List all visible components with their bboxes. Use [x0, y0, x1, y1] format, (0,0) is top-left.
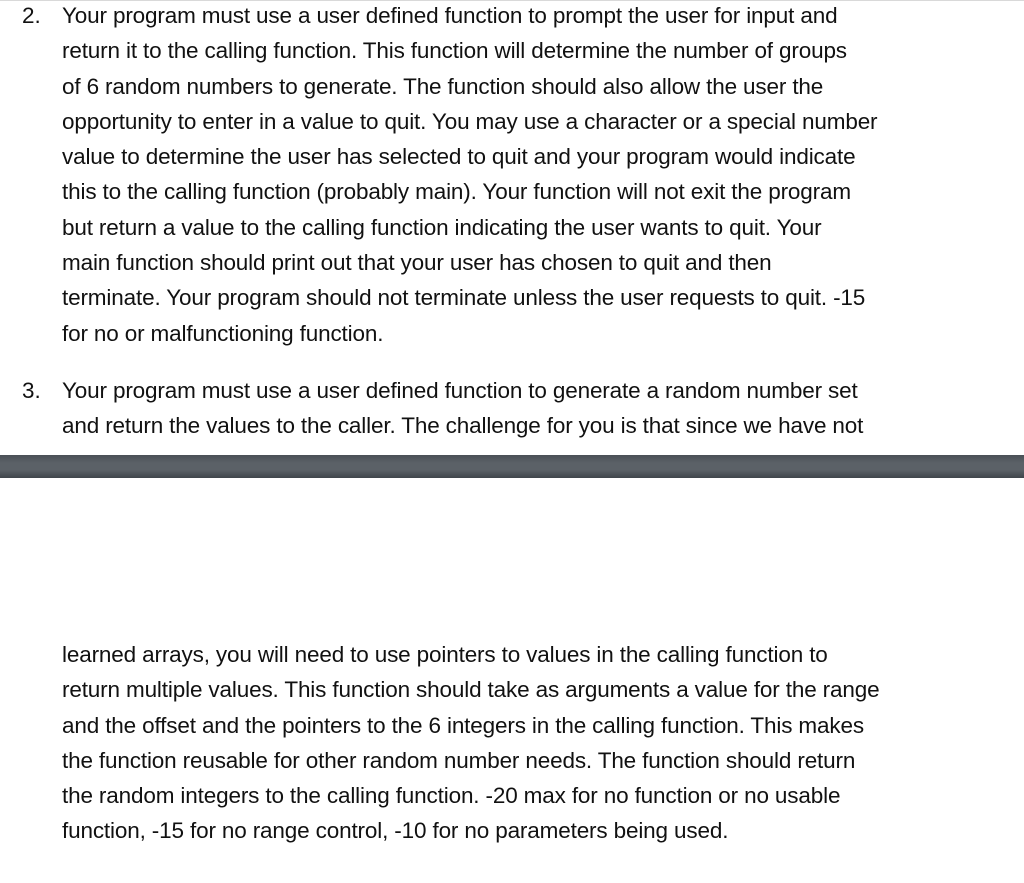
text-line: return it to the calling function. This function will determine the number of groups [62, 38, 847, 64]
list-item-text [62, 0, 992, 351]
text-line: of 6 random numbers to generate. The function should also allow the user the [62, 73, 824, 99]
text-line: terminate. Your program should not terminate unless the user requests to quit. -15 [62, 285, 866, 311]
text-line: Your program must use a user defined function to prompt the user for input and [62, 3, 838, 28]
list-item-number: 3. [22, 378, 41, 403]
page-separator [0, 455, 1024, 478]
text-line: and return the values to the caller. The challenge for you is that since we have not [62, 413, 864, 439]
text-line: Your program must use a user defined function to generate a random number set [62, 378, 858, 403]
text-line: the random integers to the calling function. -20 max for no function or no usable [62, 783, 841, 809]
text-line: value to determine the user has selected to quit and your program would indicate [62, 144, 856, 170]
text-line: for no or malfunctioning function. [62, 320, 384, 346]
text-line: and the offset and the pointers to the 6 integers in the calling function. This makes [62, 712, 864, 738]
list-item-text [62, 637, 992, 849]
text-line: but return a value to the calling function indicating the user wants to quit. Your [62, 214, 822, 240]
text-line: learned arrays, you will need to use pointers to values in the calling function to [62, 642, 828, 667]
text-line: opportunity to enter in a value to quit. You may use a character or a special number [62, 108, 878, 134]
text-line: main function should print out that your user has chosen to quit and then [62, 250, 772, 276]
text-line: this to the calling function (probably main). Your function will not exit the program [62, 179, 851, 205]
text-line: function, -15 for no range control, -10 for no parameters being used. [62, 818, 729, 844]
list-item-text [62, 373, 992, 444]
list-item-number: 2. [22, 3, 41, 28]
text-line: return multiple values. This function should take as arguments a value for the range [62, 677, 880, 703]
text-line: the function reusable for other random number needs. The function should return [62, 747, 856, 773]
